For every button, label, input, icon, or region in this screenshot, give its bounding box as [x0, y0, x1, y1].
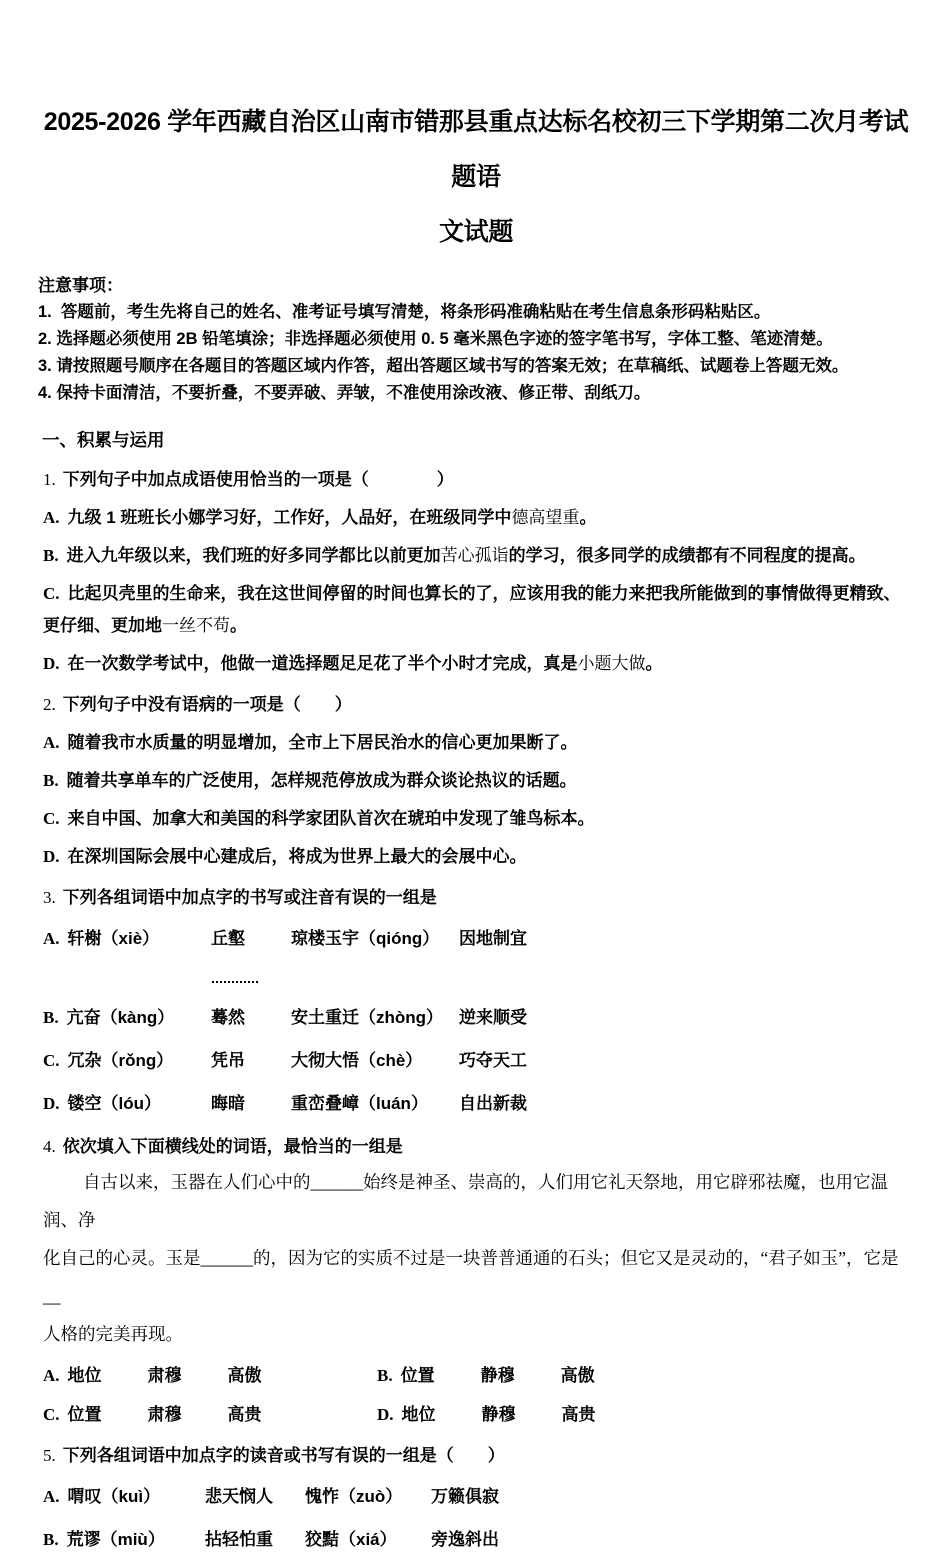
q4-d-word2: 静穆: [481, 1405, 516, 1424]
q4-option-b: [377, 1359, 914, 1392]
q4-b-word2: 静穆: [480, 1366, 515, 1385]
notice-item-3: 3. 请按照题号顺序在各题目的答题区域内作答，超出答题区域书写的答案无效；在草稿纸、试题卷上答题无效。: [38, 357, 849, 375]
q3-d-word1: [43, 1086, 211, 1122]
q1-number: 1.: [43, 470, 56, 489]
q1-option-d-label: D.: [43, 654, 60, 673]
q4-options-row1: [43, 1359, 914, 1392]
q5-a-word1: [43, 1479, 205, 1515]
q1-option-d-idiom: 小题大做: [577, 654, 646, 673]
q4-passage-line3: 人格的完美再现。: [43, 1324, 183, 1344]
q5-b-word1-text: 荒谬（miù）: [66, 1530, 165, 1549]
q3-c-word1-text: 冗杂（rǒng）: [67, 1051, 174, 1070]
q3-option-d: [43, 1086, 914, 1122]
q5-option-a: [43, 1479, 914, 1515]
q4-a-word3: 高傲: [227, 1366, 262, 1385]
q5-number: 5.: [43, 1446, 56, 1465]
q5-b-word2: 拈轻怕重: [205, 1530, 273, 1549]
q1-option-c-tail: 。: [230, 616, 247, 635]
notice-item-1: 1. 答题前，考生先将自己的姓名、准考证号填写清楚，将条形码准确粘贴在考生信息条形码粘贴区。: [38, 303, 771, 321]
q4-number: 4.: [43, 1137, 56, 1156]
q3-option-a: [43, 921, 914, 993]
q2-option-b: [43, 765, 914, 797]
q4-c-word1: 位置: [67, 1405, 102, 1424]
exam-title-line1: 2025-2026 学年西藏自治区山南市错那县重点达标名校初三下学期第二次月考试题语: [43, 108, 909, 191]
q1-option-a: [43, 502, 914, 534]
q4-option-a: [43, 1359, 377, 1392]
q2-option-c-label: C.: [43, 809, 60, 828]
q3-d-word3: 重峦叠嶂（luán）: [291, 1094, 428, 1113]
q5-a-word2: 悲天悯人: [205, 1487, 273, 1506]
q4-option-c-label: C.: [43, 1405, 60, 1424]
q4-d-word1: 地位: [401, 1405, 436, 1424]
q3-c-word1: [43, 1043, 211, 1079]
q4-b-word1: 位置: [400, 1366, 435, 1385]
q3-stem: [43, 882, 914, 914]
q4-option-a-label: A.: [43, 1366, 60, 1385]
q5-stem: [43, 1440, 914, 1472]
q3-option-b: [43, 1000, 914, 1036]
q3-d-word4: 自出新裁: [459, 1094, 527, 1113]
q2-option-a-text: 随着我市水质量的明显增加，全市上下居民治水的信心更加果断了。: [67, 733, 578, 752]
q3-b-word1-text: 亢奋（kàng）: [66, 1008, 175, 1027]
q3-number: 3.: [43, 888, 56, 907]
q3-d-word1-text: 镂空（lóu）: [67, 1094, 162, 1113]
q4-c-word2: 肃穆: [147, 1405, 182, 1424]
q5-b-word1: [43, 1522, 205, 1558]
q5-a-word3: 愧怍（zuò）: [305, 1487, 403, 1506]
q3-b-word4: 逆来顺受: [459, 1008, 527, 1027]
q1-option-a-label: A.: [43, 508, 60, 527]
q4-option-d: [377, 1398, 914, 1431]
question-1: [43, 464, 914, 680]
q2-option-b-label: B.: [43, 771, 59, 790]
q5-a-word4: 万籁俱寂: [431, 1487, 499, 1506]
q4-stem: [43, 1131, 914, 1163]
q2-stem: [43, 689, 914, 721]
q4-b-word3: 高傲: [560, 1366, 595, 1385]
question-4: [43, 1131, 914, 1431]
q5-b-word4: 旁逸斜出: [431, 1530, 499, 1549]
q4-d-word3: 高贵: [561, 1405, 596, 1424]
q1-option-d-tail: 。: [645, 654, 663, 673]
q3-a-word1-text: 轩榭（xiè）: [67, 929, 160, 948]
q2-stem-text: 下列句子中没有语病的一项是（ ）: [62, 695, 352, 714]
notice-item-4: 4. 保持卡面清洁，不要折叠，不要弄破、弄皱，不准使用涂改液、修正带、刮纸刀。: [38, 384, 651, 402]
q2-option-c: [43, 803, 914, 835]
q1-option-b-idiom: 苦心孤诣: [440, 546, 509, 565]
q4-c-word3: 高贵: [227, 1405, 262, 1424]
exam-title-line2: 文试题: [438, 218, 514, 246]
q4-passage-line1: 自古以来，玉器在人们心中的______始终是神圣、崇高的，人们用它礼天祭地，用它辟邪祛魔，也用它温润、净: [43, 1172, 888, 1230]
q4-passage-line2: 化自己的心灵。玉是______的，因为它的实质不过是一块普普通通的石头；但它又是灵动的，“君子如玉”，它是__: [43, 1248, 899, 1306]
q1-option-a-tail: 。: [579, 508, 597, 527]
q3-c-word2: 凭吊: [211, 1051, 245, 1070]
q4-option-d-label: D.: [377, 1405, 394, 1424]
q3-d-word2: 晦暗: [211, 1094, 245, 1113]
q3-option-a-label: A.: [43, 929, 60, 948]
q3-a-word4: 因地制宜: [459, 929, 527, 948]
notice-header: 注意事项：: [38, 276, 123, 295]
q3-option-c-label: C.: [43, 1051, 60, 1070]
q1-option-d: [43, 648, 914, 680]
dotted-underline: [212, 981, 258, 983]
q3-a-word2-text: 丘壑: [211, 929, 245, 948]
section-heading: 一、积累与运用: [42, 430, 165, 450]
q5-stem-text: 下列各组词语中加点字的读音或书写有误的一组是（ ）: [62, 1446, 505, 1465]
q3-a-word2: [211, 921, 291, 993]
exam-title: [38, 95, 914, 260]
q4-stem-text: 依次填入下面横线处的词语，最恰当的一组是: [62, 1137, 403, 1156]
q4-options-row2: [43, 1398, 914, 1431]
question-3: [43, 882, 914, 1122]
q3-c-word4: 巧夺天工: [459, 1051, 527, 1070]
q1-option-d-text: 在一次数学考试中，他做一道选择题足足花了半个小时才完成，真是: [67, 654, 578, 673]
question-2: [43, 689, 914, 873]
q1-option-b: [43, 540, 914, 572]
q1-option-b-label: B.: [43, 546, 59, 565]
q1-stem-text: 下列句子中加点成语使用恰当的一项是（ ）: [62, 470, 454, 489]
q1-option-a-text: 九级 1 班班长小娜学习好，工作好，人品好，在班级同学中: [67, 508, 512, 527]
q2-option-c-text: 来自中国、加拿大和美国的科学家团队首次在琥珀中发现了雏鸟标本。: [67, 809, 595, 828]
q1-option-c-text: 比起贝壳里的生命来，我在这世间停留的时间也算长的了，应该用我的能力来把我所能做到的事情做得更精致、更仔细、更加地: [43, 584, 901, 635]
q2-number: 2.: [43, 695, 56, 714]
q2-option-d-text: 在深圳国际会展中心建成后，将成为世界上最大的会展中心。: [67, 847, 527, 866]
q5-option-a-label: A.: [43, 1487, 60, 1506]
q3-option-d-label: D.: [43, 1094, 60, 1113]
q3-a-word3: 琼楼玉宇（qióng）: [291, 929, 440, 948]
q4-a-word1: 地位: [67, 1366, 102, 1385]
q2-option-a-label: A.: [43, 733, 60, 752]
q3-b-word1: [43, 1000, 211, 1036]
q3-option-b-label: B.: [43, 1008, 59, 1027]
q1-option-a-idiom: 德高望重: [511, 508, 580, 527]
q3-c-word3: 大彻大悟（chè）: [291, 1051, 423, 1070]
q2-option-d-label: D.: [43, 847, 60, 866]
q5-option-b-label: B.: [43, 1530, 59, 1549]
q2-option-d: [43, 841, 914, 873]
q5-b-word3: 狡黠（xiá）: [305, 1530, 397, 1549]
notice-item-2: 2. 选择题必须使用 2B 铅笔填涂；非选择题必须使用 0. 5 毫米黑色字迹的签字笔书写，字体工整、笔迹清楚。: [38, 330, 833, 348]
q3-b-word2: 蓦然: [211, 1008, 245, 1027]
q2-option-a: [43, 727, 914, 759]
q1-option-c-label: C.: [43, 584, 60, 603]
q4-option-b-label: B.: [377, 1366, 393, 1385]
q3-option-c: [43, 1043, 914, 1079]
q3-b-word3: 安土重迁（zhòng）: [291, 1008, 444, 1027]
q3-stem-text: 下列各组词语中加点字的书写或注音有误的一组是: [62, 888, 437, 907]
q2-option-b-text: 随着共享单车的广泛使用，怎样规范停放成为群众谈论热议的话题。: [66, 771, 577, 790]
question-5: [43, 1440, 914, 1558]
q1-option-c-idiom: 一丝不苟: [162, 616, 230, 635]
q5-a-word1-text: 喟叹（kuì）: [67, 1487, 161, 1506]
q3-a-word1: [43, 921, 211, 993]
q5-option-b: [43, 1522, 914, 1558]
q4-a-word2: 肃穆: [147, 1366, 182, 1385]
q1-option-b-tail: 的学习，很多同学的成绩都有不同程度的提高。: [508, 546, 866, 565]
q1-option-c: [43, 578, 914, 642]
q1-stem: [43, 464, 914, 496]
q1-option-b-text: 进入九年级以来，我们班的好多同学都比以前更加: [66, 546, 441, 565]
q4-option-c: [43, 1398, 377, 1431]
